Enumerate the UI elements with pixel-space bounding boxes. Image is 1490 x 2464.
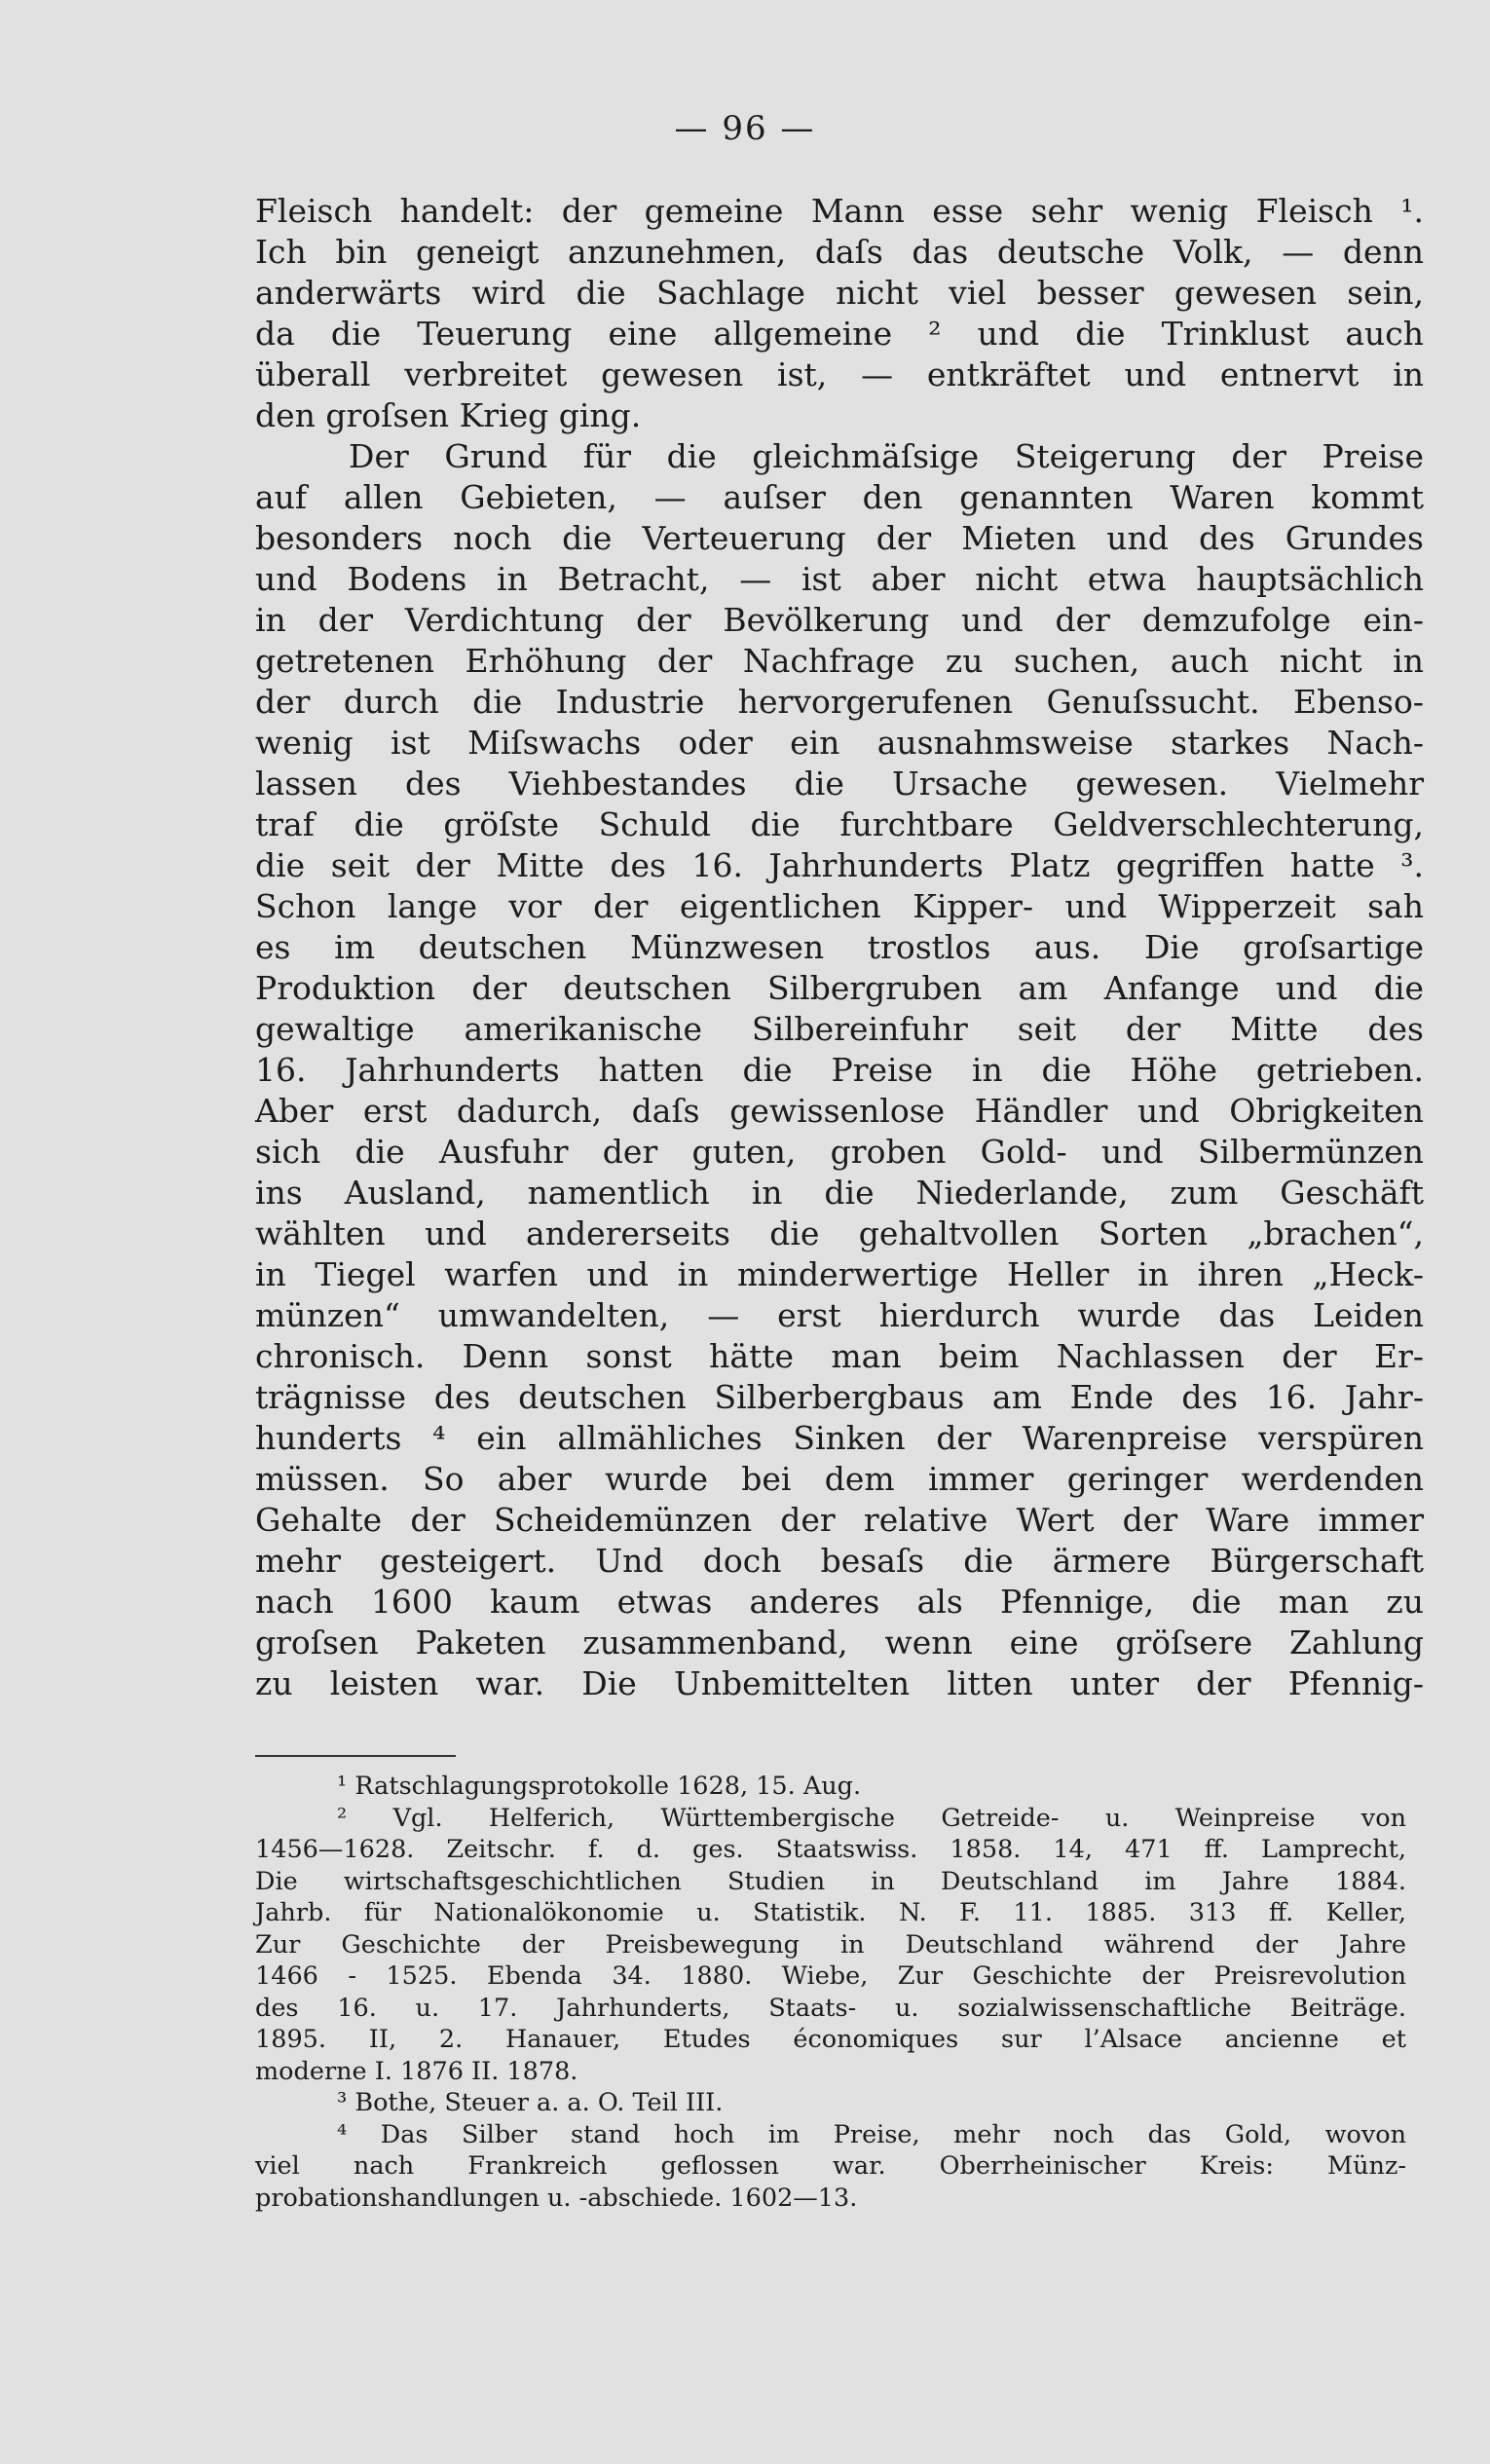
text-line: Fleisch handelt: der gemeine Mann esse sehr wenig Fleisch ¹. bbox=[255, 192, 1424, 230]
footnote-1: ¹ Ratschlagungsprotokolle 1628, 15. Aug. bbox=[337, 1772, 862, 1801]
text-line: Der Grund für die gleichmäſsige Steigerung der Preise bbox=[349, 437, 1424, 475]
text-line: ins Ausland, namentlich in die Niederlande, zum Geschäft bbox=[255, 1174, 1424, 1212]
text-line: da die Teuerung eine allgemeine ² und die Trinklust auch bbox=[255, 315, 1424, 353]
text-line: lassen des Viehbestandes die Ursache gewesen. Vielmehr bbox=[255, 765, 1424, 803]
text-line: auf allen Gebieten, — auſser den genannten Waren kommt bbox=[255, 478, 1424, 516]
text-line: Gehalte der Scheidemünzen der relative Wert der Ware immer bbox=[255, 1501, 1424, 1539]
footnote-4: ⁴ Das Silber stand hoch im Preise, mehr noch das Gold, wovon bbox=[337, 2119, 1406, 2149]
text-line: wenig ist Miſswachs oder ein ausnahmsweise starkes Nach- bbox=[255, 724, 1424, 762]
text-line: getretenen Erhöhung der Nachfrage zu suchen, auch nicht in bbox=[255, 642, 1424, 680]
text-line: Produktion der deutschen Silbergruben am Anfange und die bbox=[255, 969, 1424, 1007]
footnote-line: moderne I. 1876 II. 1878. bbox=[255, 2056, 578, 2086]
text-line: in der Verdichtung der Bevölkerung und der demzufolge ein- bbox=[255, 601, 1424, 639]
text-line: gewaltige amerikanische Silbereinfuhr seit der Mitte des bbox=[255, 1010, 1424, 1048]
footnote-divider bbox=[255, 1755, 456, 1757]
text-line: nach 1600 kaum etwas anderes als Pfennige, die man zu bbox=[255, 1583, 1424, 1621]
text-line: chronisch. Denn sonst hätte man beim Nachlassen der Er- bbox=[255, 1337, 1424, 1375]
footnote-line: 1456—1628. Zeitschr. f. d. ges. Staatswiss. 1858. 14, 471 ff. Lamprecht, bbox=[255, 1835, 1406, 1864]
text-line: der durch die Industrie hervorgerufenen Genuſssucht. Ebenso- bbox=[255, 683, 1424, 721]
text-line: wählten und andererseits die gehaltvollen Sorten „brachen“, bbox=[255, 1214, 1424, 1252]
text-line: besonders noch die Verteuerung der Mieten und des Grundes bbox=[255, 519, 1424, 557]
text-line: den groſsen Krieg ging. bbox=[255, 396, 642, 434]
footnote-line: probationshandlungen u. -abschiede. 1602—13. bbox=[255, 2183, 858, 2213]
footnote-line: Jahrb. für Nationalökonomie u. Statistik. N. F. 11. 1885. 313 ff. Keller, bbox=[255, 1898, 1406, 1927]
text-line: mehr gesteigert. Und doch besaſs die ärmere Bürgerschaft bbox=[255, 1542, 1424, 1580]
page-number: — 96 — bbox=[674, 109, 816, 148]
footnote-line: des 16. u. 17. Jahrhunderts, Staats- u. sozialwissenschaftliche Beiträge. bbox=[255, 1993, 1406, 2023]
text-line: Aber erst dadurch, daſs gewissenlose Händler und Obrigkeiten bbox=[255, 1092, 1424, 1130]
text-line: hunderts ⁴ ein allmähliches Sinken der Warenpreise verspüren bbox=[255, 1419, 1424, 1457]
text-line: überall verbreitet gewesen ist, — entkräftet und entnervt in bbox=[255, 355, 1424, 393]
text-line: sich die Ausfuhr der guten, groben Gold- und Silbermünzen bbox=[255, 1133, 1424, 1171]
footnote-3: ³ Bothe, Steuer a. a. O. Teil III. bbox=[337, 2088, 724, 2117]
text-line: Schon lange vor der eigentlichen Kipper- und Wipperzeit sah bbox=[255, 887, 1424, 925]
text-line: trägnisse des deutschen Silberbergbaus am Ende des 16. Jahr- bbox=[255, 1378, 1424, 1416]
text-line: münzen“ umwandelten, — erst hierdurch wurde das Leiden bbox=[255, 1296, 1424, 1334]
footnote-2: ² Vgl. Helferich, Württembergische Getreide- u. Weinpreise von bbox=[337, 1803, 1406, 1833]
text-line: in Tiegel warfen und in minderwertige Heller in ihren „Heck- bbox=[255, 1255, 1424, 1293]
text-line: anderwärts wird die Sachlage nicht viel besser gewesen sein, bbox=[255, 274, 1424, 312]
text-line: und Bodens in Betracht, — ist aber nicht etwa hauptsächlich bbox=[255, 560, 1424, 598]
text-line: Ich bin geneigt anzunehmen, daſs das deutsche Volk, — denn bbox=[255, 233, 1424, 271]
footnote-line: 1466 - 1525. Ebenda 34. 1880. Wiebe, Zur Geschichte der Preisrevolution bbox=[255, 1961, 1406, 1991]
text-line: traf die gröſste Schuld die furchtbare Geldverschlechterung, bbox=[255, 805, 1424, 843]
footnote-line: Die wirtschaftsgeschichtlichen Studien in Deutschland im Jahre 1884. bbox=[255, 1866, 1406, 1896]
footnote-line: 1895. II, 2. Hanauer, Etudes économiques sur l’Alsace ancienne et bbox=[255, 2025, 1406, 2054]
text-line: müssen. So aber wurde bei dem immer geringer werdenden bbox=[255, 1460, 1424, 1498]
text-line: groſsen Paketen zusammenband, wenn eine gröſsere Zahlung bbox=[255, 1624, 1424, 1661]
text-line: es im deutschen Münzwesen trostlos aus. Die groſsartige bbox=[255, 928, 1424, 966]
text-line: zu leisten war. Die Unbemittelten litten unter der Pfennig- bbox=[255, 1664, 1424, 1702]
text-line: die seit der Mitte des 16. Jahrhunderts Platz gegriffen hatte ³. bbox=[255, 846, 1424, 884]
footnote-line: viel nach Frankreich geflossen war. Oberrheinischer Kreis: Münz- bbox=[255, 2151, 1406, 2181]
body-text bbox=[255, 191, 1424, 1704]
footnote-line: Zur Geschichte der Preisbewegung in Deutschland während der Jahre bbox=[255, 1929, 1406, 1960]
footnotes bbox=[255, 1771, 1406, 2214]
text-line: 16. Jahrhunderts hatten die Preise in die Höhe getrieben. bbox=[255, 1051, 1424, 1089]
